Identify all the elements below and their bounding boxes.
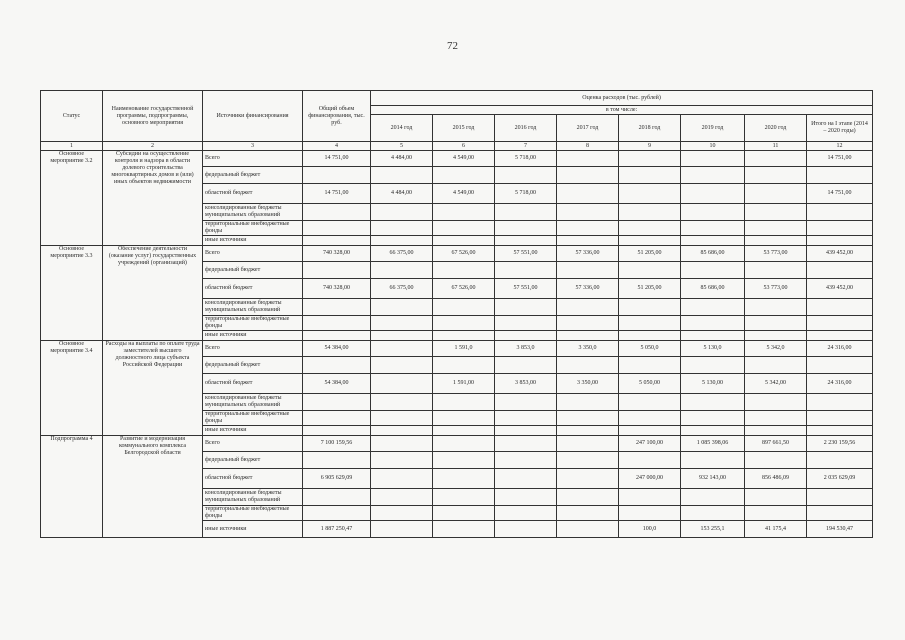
cell-total: 54 384,00	[303, 374, 371, 394]
column-number: 4	[303, 142, 371, 151]
cell-y2014	[371, 489, 433, 506]
cell-total: 7 100 159,56	[303, 436, 371, 452]
cell-stage: 439 452,00	[807, 279, 873, 299]
cell-y2019	[681, 331, 745, 341]
cell-y2015: 67 526,00	[433, 279, 495, 299]
cell-total: 6 905 629,09	[303, 469, 371, 489]
cell-y2018: 247 000,00	[619, 469, 681, 489]
cell-y2017: 57 336,00	[557, 279, 619, 299]
cell-y2020	[745, 489, 807, 506]
row-total	[41, 341, 873, 357]
cell-y2020	[745, 394, 807, 411]
cell-y2015	[433, 521, 495, 538]
column-number: 1	[41, 142, 103, 151]
cell-y2014	[371, 394, 433, 411]
header-sources: Источники финансирования	[203, 91, 303, 142]
cell-y2014: 4 484,00	[371, 151, 433, 167]
cell-y2014: 4 484,00	[371, 184, 433, 204]
cell-stage	[807, 452, 873, 469]
cell-y2019	[681, 299, 745, 316]
cell-y2020	[745, 316, 807, 331]
cell-y2019	[681, 262, 745, 279]
cell-y2020: 5 342,0	[745, 341, 807, 357]
cell-stage: 2 035 629,09	[807, 469, 873, 489]
cell-total	[303, 426, 371, 436]
cell-y2014	[371, 236, 433, 246]
cell-y2018	[619, 167, 681, 184]
cell-stage: 14 751,00	[807, 184, 873, 204]
cell-y2018	[619, 394, 681, 411]
source-label: Всего	[203, 246, 303, 262]
cell-y2018	[619, 506, 681, 521]
cell-total	[303, 357, 371, 374]
row-total	[41, 151, 873, 167]
cell-stage: 194 530,47	[807, 521, 873, 538]
cell-y2020: 897 661,50	[745, 436, 807, 452]
cell-total: 740 328,00	[303, 246, 371, 262]
cell-y2020	[745, 262, 807, 279]
cell-y2017	[557, 262, 619, 279]
cell-total	[303, 221, 371, 236]
cell-y2016	[495, 299, 557, 316]
cell-y2019	[681, 426, 745, 436]
column-number-row	[41, 142, 873, 151]
cell-y2016: 3 853,00	[495, 374, 557, 394]
header-year-2019: 2019 год	[681, 115, 745, 142]
cell-y2015	[433, 204, 495, 221]
source-label: федеральный бюджет	[203, 262, 303, 279]
cell-y2018	[619, 184, 681, 204]
budget-table-wrapper	[40, 90, 872, 538]
cell-y2016	[495, 436, 557, 452]
cell-y2014	[371, 436, 433, 452]
cell-y2017	[557, 411, 619, 426]
cell-stage	[807, 426, 873, 436]
cell-y2017	[557, 204, 619, 221]
block-name: Развитие и модернизация коммунального комплекса Белгородской области	[103, 436, 203, 538]
cell-y2014: 66 375,00	[371, 246, 433, 262]
cell-y2015: 1 591,0	[433, 341, 495, 357]
cell-total: 1 887 250,47	[303, 521, 371, 538]
cell-total	[303, 506, 371, 521]
cell-y2019: 153 255,1	[681, 521, 745, 538]
cell-y2015	[433, 489, 495, 506]
cell-y2015: 67 526,00	[433, 246, 495, 262]
cell-y2015	[433, 262, 495, 279]
block-name: Обеспечение деятельности (оказание услуг) государственных учреждений (организаций)	[103, 246, 203, 341]
cell-stage	[807, 394, 873, 411]
cell-y2014	[371, 506, 433, 521]
cell-y2020	[745, 331, 807, 341]
cell-y2015	[433, 469, 495, 489]
cell-y2019: 85 686,00	[681, 246, 745, 262]
header-year-2018: 2018 год	[619, 115, 681, 142]
cell-y2017: 57 336,00	[557, 246, 619, 262]
cell-y2017	[557, 436, 619, 452]
cell-y2018	[619, 489, 681, 506]
cell-stage	[807, 411, 873, 426]
cell-y2018: 51 205,00	[619, 246, 681, 262]
column-number: 9	[619, 142, 681, 151]
cell-y2018	[619, 151, 681, 167]
cell-y2019: 5 130,0	[681, 341, 745, 357]
cell-y2014	[371, 341, 433, 357]
cell-y2020	[745, 184, 807, 204]
cell-y2018	[619, 426, 681, 436]
cell-y2018	[619, 204, 681, 221]
cell-y2017	[557, 489, 619, 506]
cell-y2017	[557, 316, 619, 331]
cell-y2020	[745, 426, 807, 436]
cell-y2017	[557, 506, 619, 521]
cell-total	[303, 316, 371, 331]
cell-y2018	[619, 331, 681, 341]
cell-y2014	[371, 452, 433, 469]
cell-total	[303, 489, 371, 506]
cell-y2016	[495, 452, 557, 469]
cell-y2016: 3 853,0	[495, 341, 557, 357]
source-label: иные источники	[203, 426, 303, 436]
header-stage-total: Итого на I этапе (2014 – 2020 годы)	[807, 115, 873, 142]
cell-total	[303, 394, 371, 411]
cell-y2016	[495, 411, 557, 426]
cell-y2016	[495, 204, 557, 221]
cell-y2019	[681, 394, 745, 411]
cell-total	[303, 452, 371, 469]
cell-y2017	[557, 426, 619, 436]
cell-y2020	[745, 452, 807, 469]
cell-stage	[807, 489, 873, 506]
cell-y2014	[371, 331, 433, 341]
cell-total: 14 751,00	[303, 184, 371, 204]
cell-y2016	[495, 521, 557, 538]
cell-total	[303, 236, 371, 246]
source-label: Всего	[203, 436, 303, 452]
source-label: областной бюджет	[203, 279, 303, 299]
block-status: Основное мероприятие 3.2	[41, 151, 103, 246]
cell-y2020	[745, 506, 807, 521]
cell-y2020	[745, 411, 807, 426]
cell-total: 14 751,00	[303, 151, 371, 167]
cell-y2019: 5 130,00	[681, 374, 745, 394]
cell-stage: 439 452,00	[807, 246, 873, 262]
cell-stage: 24 316,00	[807, 341, 873, 357]
cell-y2014	[371, 204, 433, 221]
cell-y2015	[433, 299, 495, 316]
cell-y2014	[371, 316, 433, 331]
cell-y2014	[371, 221, 433, 236]
block-name: Субсидии на осуществление контроля и надзора в области долевого строительства многоквартирных домов и (или) иных объектов недвижимости	[103, 151, 203, 246]
cell-stage: 2 230 159,56	[807, 436, 873, 452]
cell-y2014	[371, 521, 433, 538]
cell-y2020: 53 773,00	[745, 279, 807, 299]
cell-total	[303, 262, 371, 279]
cell-y2016	[495, 506, 557, 521]
cell-total: 740 328,00	[303, 279, 371, 299]
column-number: 5	[371, 142, 433, 151]
cell-stage	[807, 331, 873, 341]
column-number: 12	[807, 142, 873, 151]
cell-y2015	[433, 167, 495, 184]
cell-y2014	[371, 262, 433, 279]
cell-stage	[807, 262, 873, 279]
row-total	[41, 436, 873, 452]
cell-total	[303, 204, 371, 221]
source-label: консолидированные бюджеты муниципальных образований	[203, 299, 303, 316]
cell-y2017	[557, 167, 619, 184]
cell-y2018	[619, 316, 681, 331]
cell-y2017	[557, 521, 619, 538]
cell-y2015	[433, 331, 495, 341]
cell-y2014	[371, 167, 433, 184]
cell-y2016	[495, 394, 557, 411]
cell-y2015: 1 591,00	[433, 374, 495, 394]
cell-y2017	[557, 236, 619, 246]
cell-y2016: 57 551,00	[495, 279, 557, 299]
source-label: консолидированные бюджеты муниципальных образований	[203, 204, 303, 221]
cell-y2020	[745, 204, 807, 221]
cell-y2019	[681, 316, 745, 331]
cell-y2020: 856 486,09	[745, 469, 807, 489]
cell-y2017	[557, 184, 619, 204]
cell-y2020	[745, 151, 807, 167]
cell-y2016	[495, 316, 557, 331]
table-header	[41, 91, 873, 151]
cell-y2017	[557, 331, 619, 341]
cell-y2017	[557, 469, 619, 489]
cell-y2016	[495, 221, 557, 236]
header-year-2015: 2015 год	[433, 115, 495, 142]
cell-y2015	[433, 436, 495, 452]
cell-y2015: 4 549,00	[433, 151, 495, 167]
cell-y2019	[681, 151, 745, 167]
cell-y2018	[619, 452, 681, 469]
cell-y2020	[745, 299, 807, 316]
block-status: Основное мероприятие 3.4	[41, 341, 103, 436]
cell-y2018	[619, 411, 681, 426]
column-number: 10	[681, 142, 745, 151]
column-number: 6	[433, 142, 495, 151]
cell-y2015	[433, 426, 495, 436]
cell-y2014	[371, 411, 433, 426]
source-label: территориальные внебюджетные фонды	[203, 506, 303, 521]
cell-y2018	[619, 236, 681, 246]
header-status: Статус	[41, 91, 103, 142]
header-name: Наименование государственной программы, подпрограммы, основного мероприятия	[103, 91, 203, 142]
cell-y2018: 5 050,0	[619, 341, 681, 357]
cell-y2017: 3 350,0	[557, 341, 619, 357]
row-total	[41, 246, 873, 262]
cell-y2015	[433, 236, 495, 246]
cell-y2014: 66 375,00	[371, 279, 433, 299]
cell-y2015	[433, 452, 495, 469]
cell-y2020	[745, 221, 807, 236]
cell-y2014	[371, 299, 433, 316]
cell-total	[303, 299, 371, 316]
cell-y2019: 85 686,00	[681, 279, 745, 299]
block-status: Основное мероприятие 3.3	[41, 246, 103, 341]
cell-y2015	[433, 394, 495, 411]
cell-y2016	[495, 357, 557, 374]
cell-y2020: 41 175,4	[745, 521, 807, 538]
cell-y2015	[433, 316, 495, 331]
column-number: 2	[103, 142, 203, 151]
cell-y2017: 3 350,00	[557, 374, 619, 394]
cell-total	[303, 331, 371, 341]
cell-stage	[807, 299, 873, 316]
source-label: территориальные внебюджетные фонды	[203, 316, 303, 331]
cell-y2016: 5 718,00	[495, 151, 557, 167]
cell-y2014	[371, 426, 433, 436]
cell-y2018: 5 050,00	[619, 374, 681, 394]
table-body	[41, 151, 873, 538]
cell-y2019	[681, 184, 745, 204]
budget-table	[40, 90, 873, 538]
cell-y2015	[433, 506, 495, 521]
column-number: 8	[557, 142, 619, 151]
cell-stage	[807, 167, 873, 184]
cell-stage	[807, 221, 873, 236]
cell-y2018: 100,0	[619, 521, 681, 538]
source-label: федеральный бюджет	[203, 167, 303, 184]
cell-y2017	[557, 357, 619, 374]
cell-stage	[807, 236, 873, 246]
header-year-2014: 2014 год	[371, 115, 433, 142]
header-total: Общий объем финансирования, тыс. руб.	[303, 91, 371, 142]
cell-y2018	[619, 262, 681, 279]
cell-y2020	[745, 236, 807, 246]
column-number: 7	[495, 142, 557, 151]
cell-y2019	[681, 236, 745, 246]
cell-y2018	[619, 221, 681, 236]
source-label: иные источники	[203, 331, 303, 341]
cell-y2018	[619, 357, 681, 374]
cell-y2018	[619, 299, 681, 316]
header-year-2016: 2016 год	[495, 115, 557, 142]
cell-y2014	[371, 374, 433, 394]
cell-y2017	[557, 394, 619, 411]
cell-y2019: 932 143,00	[681, 469, 745, 489]
cell-y2020: 5 342,00	[745, 374, 807, 394]
source-label: иные источники	[203, 521, 303, 538]
cell-y2016	[495, 262, 557, 279]
header-year-2020: 2020 год	[745, 115, 807, 142]
block-status: Подпрограмма 4	[41, 436, 103, 538]
header-estimate: Оценка расходов (тыс. рублей)	[371, 91, 873, 106]
block-name: Расходы на выплаты по оплате труда заместителей высшего должностного лица субъекта Российской Федерации	[103, 341, 203, 436]
source-label: иные источники	[203, 236, 303, 246]
cell-y2017	[557, 151, 619, 167]
cell-y2016: 57 551,00	[495, 246, 557, 262]
cell-y2016	[495, 489, 557, 506]
source-label: территориальные внебюджетные фонды	[203, 221, 303, 236]
cell-y2016: 5 718,00	[495, 184, 557, 204]
source-label: областной бюджет	[203, 469, 303, 489]
source-label: областной бюджет	[203, 374, 303, 394]
source-label: Всего	[203, 151, 303, 167]
source-label: территориальные внебюджетные фонды	[203, 411, 303, 426]
cell-y2014	[371, 469, 433, 489]
cell-total	[303, 167, 371, 184]
cell-y2016	[495, 236, 557, 246]
cell-y2020	[745, 167, 807, 184]
cell-y2019	[681, 411, 745, 426]
cell-y2020: 53 773,00	[745, 246, 807, 262]
cell-y2017	[557, 299, 619, 316]
cell-y2016	[495, 167, 557, 184]
column-number: 11	[745, 142, 807, 151]
cell-y2018: 247 100,00	[619, 436, 681, 452]
source-label: консолидированные бюджеты муниципальных образований	[203, 394, 303, 411]
cell-y2017	[557, 221, 619, 236]
cell-y2016	[495, 331, 557, 341]
cell-y2020	[745, 357, 807, 374]
cell-y2019	[681, 167, 745, 184]
source-label: федеральный бюджет	[203, 452, 303, 469]
cell-y2015: 4 549,00	[433, 184, 495, 204]
cell-y2015	[433, 221, 495, 236]
header-including: в том числе:	[371, 106, 873, 115]
source-label: областной бюджет	[203, 184, 303, 204]
header-year-2017: 2017 год	[557, 115, 619, 142]
cell-stage	[807, 204, 873, 221]
cell-y2019	[681, 452, 745, 469]
cell-y2019	[681, 489, 745, 506]
cell-stage: 24 316,00	[807, 374, 873, 394]
cell-total: 54 384,00	[303, 341, 371, 357]
source-label: федеральный бюджет	[203, 357, 303, 374]
cell-stage	[807, 357, 873, 374]
cell-y2014	[371, 357, 433, 374]
cell-y2015	[433, 411, 495, 426]
cell-stage	[807, 316, 873, 331]
cell-y2019: 1 085 398,06	[681, 436, 745, 452]
cell-stage: 14 751,00	[807, 151, 873, 167]
cell-stage	[807, 506, 873, 521]
source-label: консолидированные бюджеты муниципальных образований	[203, 489, 303, 506]
cell-y2018: 51 205,00	[619, 279, 681, 299]
cell-y2015	[433, 357, 495, 374]
cell-y2017	[557, 452, 619, 469]
cell-y2019	[681, 357, 745, 374]
source-label: Всего	[203, 341, 303, 357]
cell-y2016	[495, 426, 557, 436]
page-number: 72	[447, 40, 458, 52]
cell-y2019	[681, 506, 745, 521]
cell-total	[303, 411, 371, 426]
column-number: 3	[203, 142, 303, 151]
cell-y2019	[681, 204, 745, 221]
cell-y2016	[495, 469, 557, 489]
cell-y2019	[681, 221, 745, 236]
